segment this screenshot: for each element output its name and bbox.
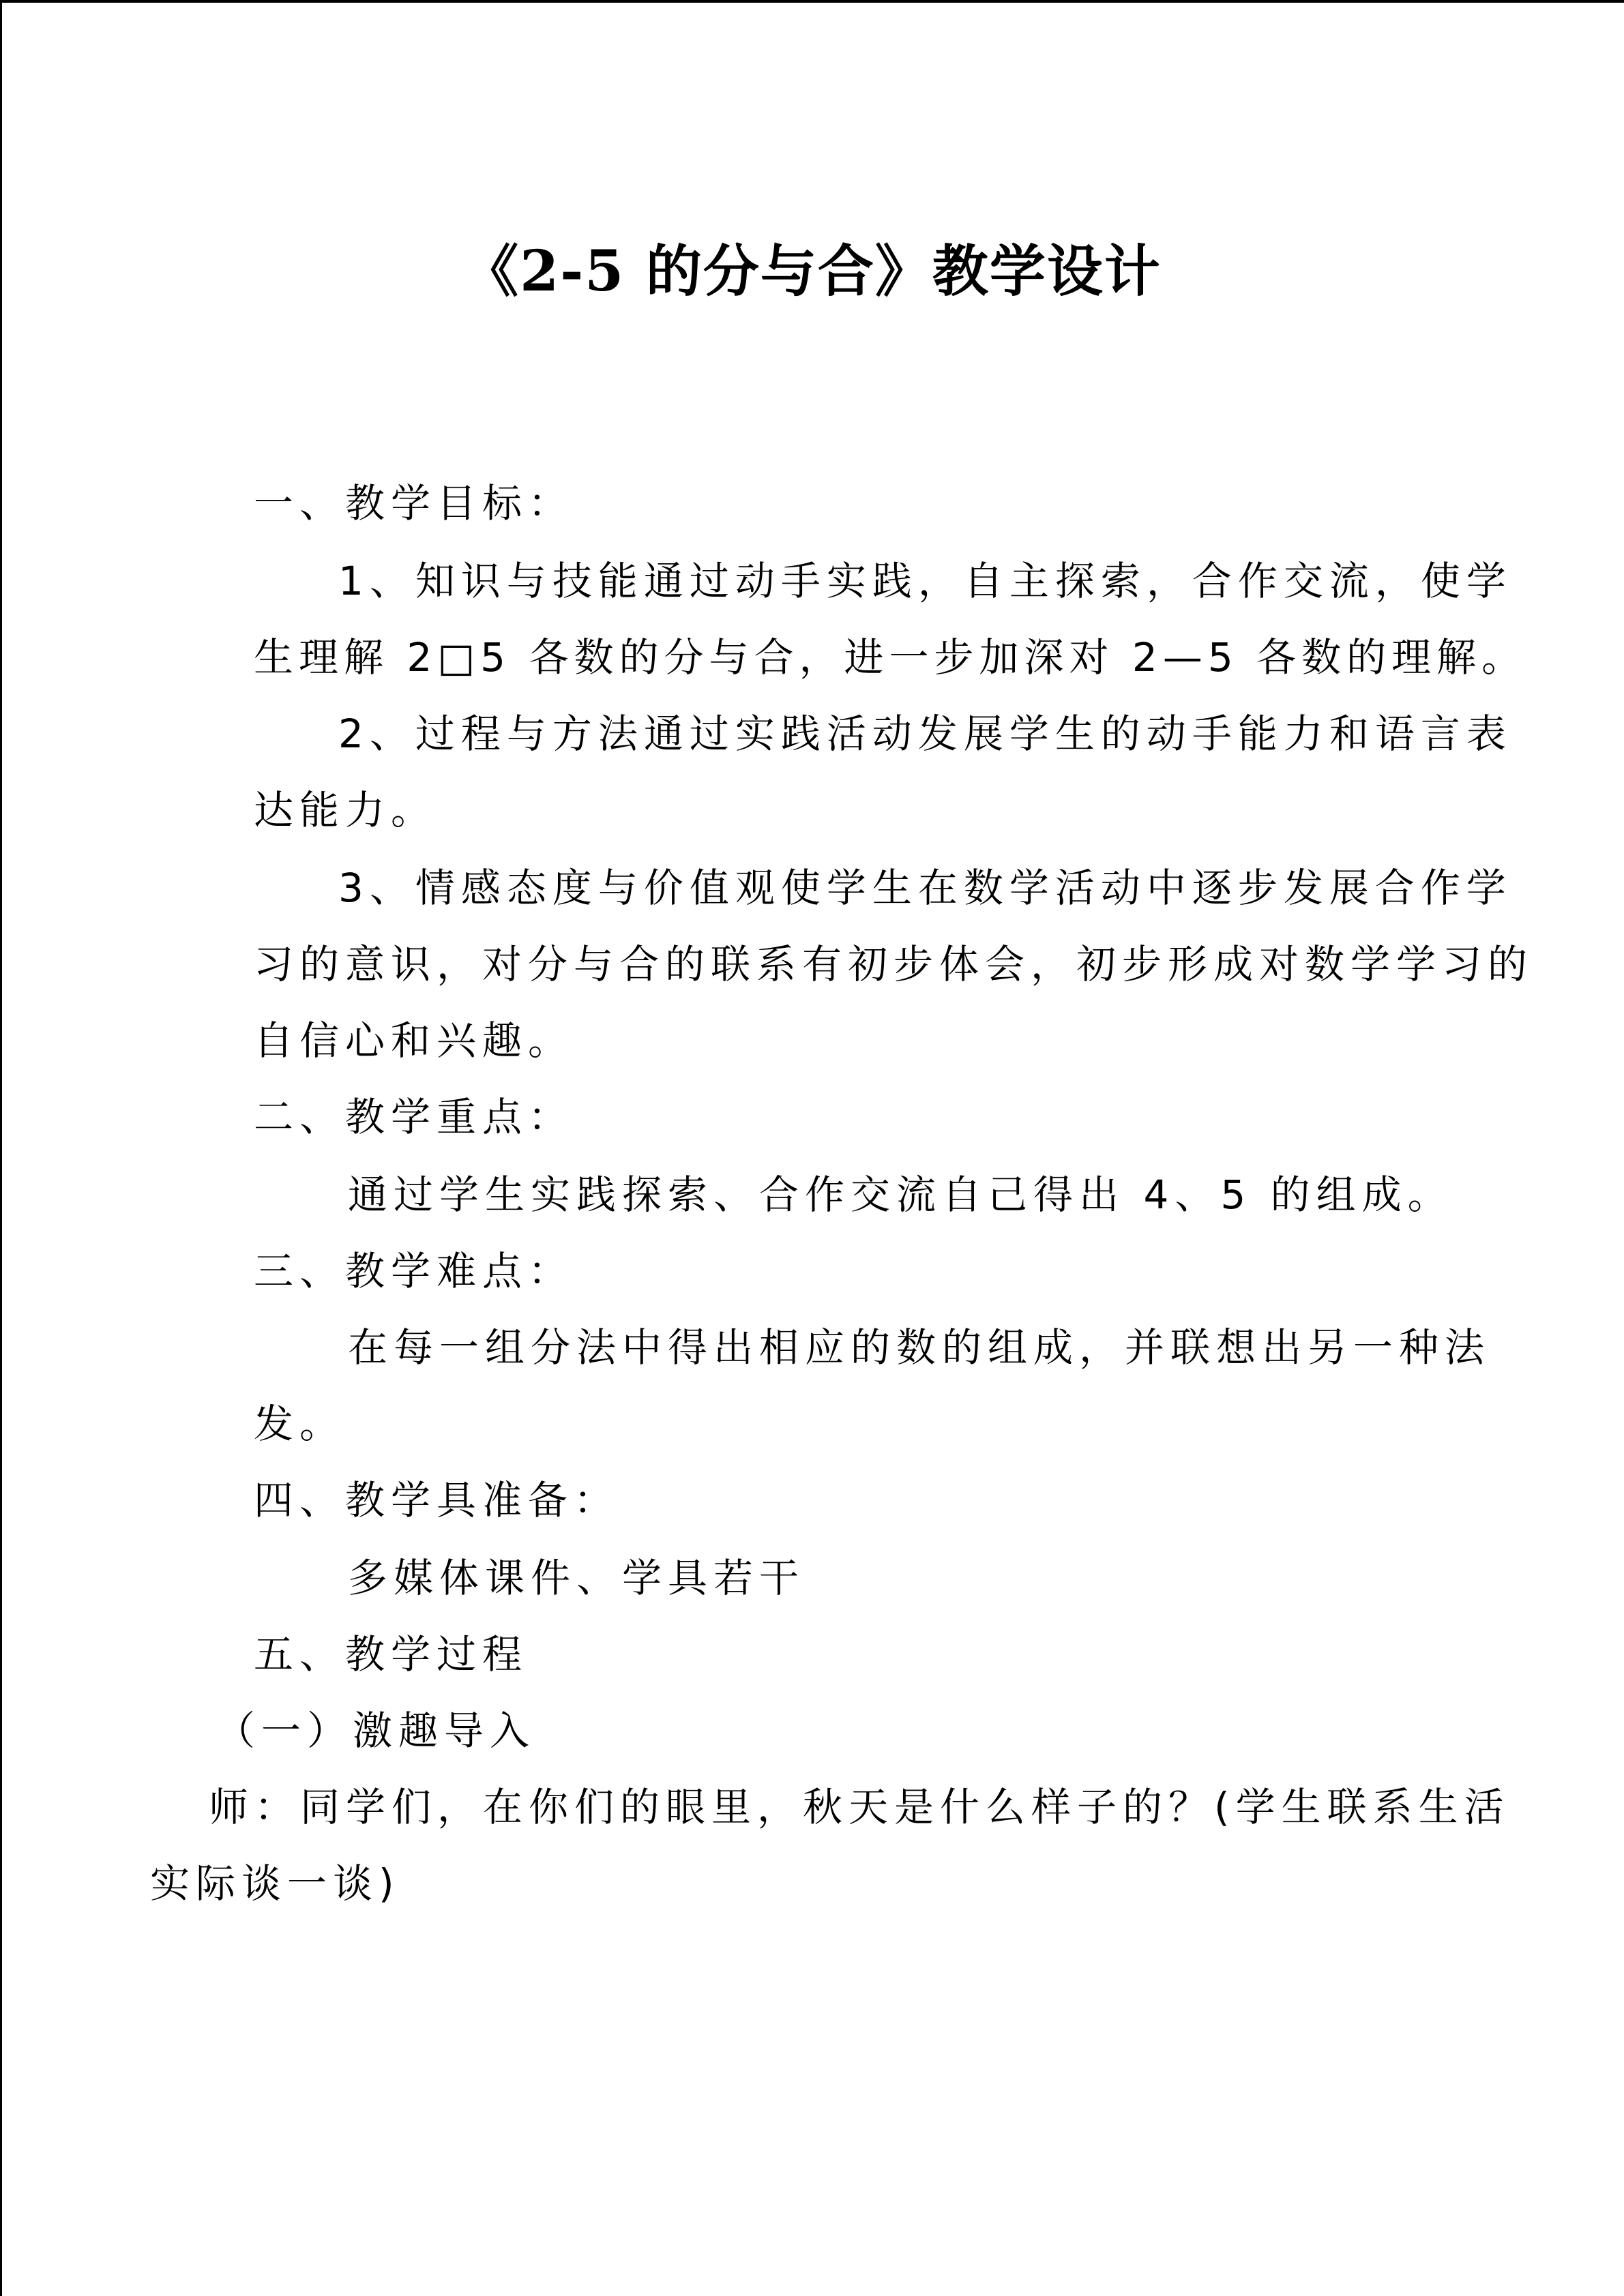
- paragraph-line: 通过学生实践探索、合作交流自己得出 4、5 的组成。: [348, 1172, 1453, 1218]
- section-heading-difficulties: 三、教学难点：: [254, 1248, 574, 1294]
- section-heading-key-points: 二、教学重点：: [254, 1094, 574, 1140]
- paragraph-line: 3、情感态度与价值观使学生在数学活动中逐步发展合作学: [338, 865, 1512, 911]
- paragraph-line: 2、过程与方法通过实践活动发展学生的动手能力和语言表: [338, 711, 1512, 757]
- paragraph-line: 达能力。: [254, 787, 437, 833]
- paragraph-line: 自信心和兴趣。: [254, 1017, 574, 1064]
- paragraph-line: 1、知识与技能通过动手实践，自主探索，合作交流，使学: [338, 558, 1512, 604]
- subsection-heading: （一）激趣导入: [216, 1708, 536, 1754]
- paragraph-line: 多媒体课件、学具若干: [348, 1555, 806, 1601]
- paragraph-line: 师：同学们，在你们的眼里，秋天是什么样子的？(学生联系生活: [209, 1784, 1510, 1830]
- section-heading-objectives: 一、教学目标：: [254, 480, 574, 526]
- paragraph-line: 生理解 2□5 各数的分与合，进一步加深对 2—5 各数的理解。: [254, 634, 1527, 681]
- section-heading-materials: 四、教学具准备：: [254, 1477, 620, 1523]
- document-title: 《2-5 的分与合》教学设计: [462, 239, 1162, 304]
- paragraph-line: 实际谈一谈): [150, 1860, 400, 1907]
- page-top-border: [0, 0, 1624, 3]
- paragraph-line: 在每一组分法中得出相应的数的组成，并联想出另一种法: [348, 1324, 1491, 1371]
- paragraph-line: 发。: [254, 1401, 346, 1447]
- section-heading-process: 五、教学过程: [254, 1631, 529, 1678]
- paragraph-line: 习的意识，对分与合的联系有初步体会，初步形成对数学学习的: [254, 941, 1534, 987]
- page-left-border: [0, 0, 2, 2296]
